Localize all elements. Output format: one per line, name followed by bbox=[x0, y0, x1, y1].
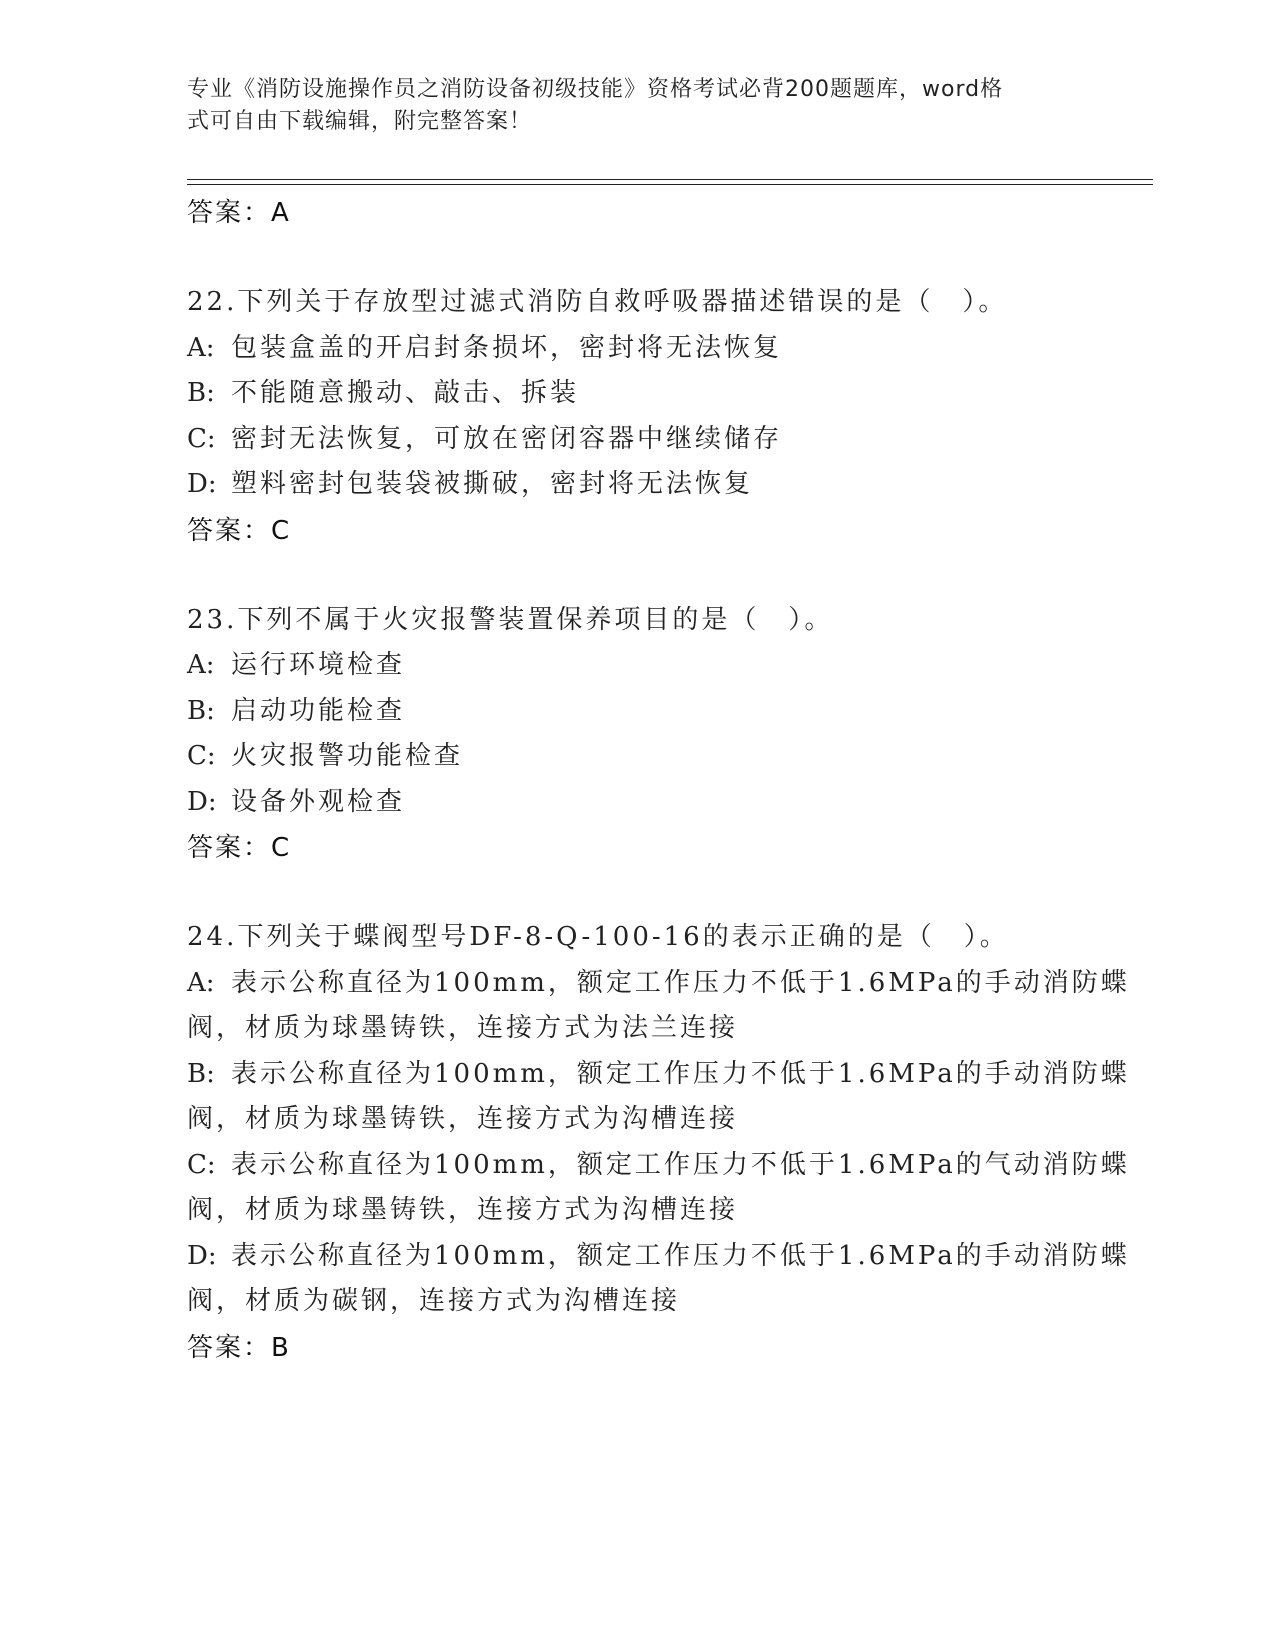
answer-line: 答案：C bbox=[187, 833, 292, 863]
option-text: 阀，材质为球墨铸铁，连接方式为沟槽连接 bbox=[187, 1104, 739, 1134]
option-line bbox=[187, 643, 1087, 689]
option-line bbox=[187, 1052, 1130, 1098]
option-label: C: bbox=[187, 1149, 216, 1180]
option-text: 运行环境检查 bbox=[231, 650, 406, 680]
option-label: C: bbox=[187, 741, 216, 771]
option-continuation-line bbox=[187, 1097, 1087, 1143]
option-label: A: bbox=[187, 332, 215, 363]
option-line bbox=[187, 689, 1087, 735]
option-label: C: bbox=[187, 423, 216, 454]
header-divider-top bbox=[187, 179, 1153, 180]
option-text: 阀，材质为球墨铸铁，连接方式为沟槽连接 bbox=[187, 1195, 739, 1225]
option-label: D: bbox=[187, 786, 217, 817]
option-text: 密封无法恢复，可放在密闭容器中继续储存 bbox=[231, 423, 783, 454]
option-line bbox=[187, 371, 1087, 417]
option-text: 启动功能检查 bbox=[231, 695, 406, 726]
question-list bbox=[187, 190, 1130, 1371]
question-block bbox=[187, 280, 1087, 554]
option-line bbox=[187, 326, 1087, 372]
option-text: 包装盒盖的开启封条损坏，密封将无法恢复 bbox=[231, 332, 783, 363]
option-text: 表示公称直径为100mm，额定工作压力不低于1.6MPa的手动消防蝶 bbox=[231, 1240, 1130, 1271]
option-continuation-line bbox=[187, 1279, 1087, 1325]
option-label: B: bbox=[187, 378, 215, 408]
option-line bbox=[187, 462, 1087, 508]
answer-line: 答案：B bbox=[187, 1332, 291, 1363]
option-continuation-line bbox=[187, 1006, 1087, 1052]
option-text: 表示公称直径为100mm，额定工作压力不低于1.6MPa的手动消防蝶 bbox=[231, 967, 1130, 998]
option-text: 阀，材质为碳钢，连接方式为沟槽连接 bbox=[187, 1286, 681, 1316]
question-block bbox=[187, 915, 1130, 1371]
header-line-2: 式可自由下载编辑，附完整答案！ bbox=[187, 109, 533, 134]
question-stem: 24.下列关于蝶阀型号DF-8-Q-100-16的表示正确的是（ ）。 bbox=[187, 922, 1009, 952]
answer-line: 答案：C bbox=[187, 515, 292, 546]
header-line-1: 专业《消防设施操作员之消防设备初级技能》资格考试必背200题题库，word格 bbox=[187, 77, 1004, 102]
question-stem: 22.下列关于存放型过滤式消防自救呼吸器描述错误的是（ ）。 bbox=[187, 287, 1008, 317]
option-line bbox=[187, 780, 1087, 826]
option-text: 火灾报警功能检查 bbox=[231, 741, 464, 771]
option-line bbox=[187, 417, 1087, 463]
option-text: 设备外观检查 bbox=[231, 786, 406, 817]
answer-line: 答案：A bbox=[187, 198, 291, 228]
option-line bbox=[187, 1234, 1130, 1280]
page-header bbox=[187, 74, 1087, 138]
option-label: B: bbox=[187, 1058, 215, 1089]
option-text: 阀，材质为球墨铸铁，连接方式为法兰连接 bbox=[187, 1013, 739, 1043]
option-line bbox=[187, 961, 1130, 1007]
option-line bbox=[187, 1143, 1130, 1189]
option-text: 不能随意搬动、敲击、拆装 bbox=[231, 378, 580, 408]
option-label: B: bbox=[187, 695, 215, 726]
option-label: D: bbox=[187, 1240, 217, 1271]
header-divider-bottom bbox=[187, 184, 1153, 185]
option-label: A: bbox=[187, 650, 215, 680]
question-stem: 23.下列不属于火灾报警装置保养项目的是（ ）。 bbox=[187, 604, 834, 635]
option-label: A: bbox=[187, 967, 215, 998]
option-line bbox=[187, 734, 1087, 780]
option-label: D: bbox=[187, 469, 217, 499]
questions-container bbox=[187, 280, 1130, 1371]
question-block bbox=[187, 598, 1087, 872]
option-continuation-line bbox=[187, 1188, 1087, 1234]
option-text: 塑料密封包装袋被撕破，密封将无法恢复 bbox=[231, 469, 754, 499]
option-text: 表示公称直径为100mm，额定工作压力不低于1.6MPa的手动消防蝶 bbox=[231, 1058, 1130, 1089]
option-text: 表示公称直径为100mm，额定工作压力不低于1.6MPa的气动消防蝶 bbox=[231, 1149, 1130, 1180]
